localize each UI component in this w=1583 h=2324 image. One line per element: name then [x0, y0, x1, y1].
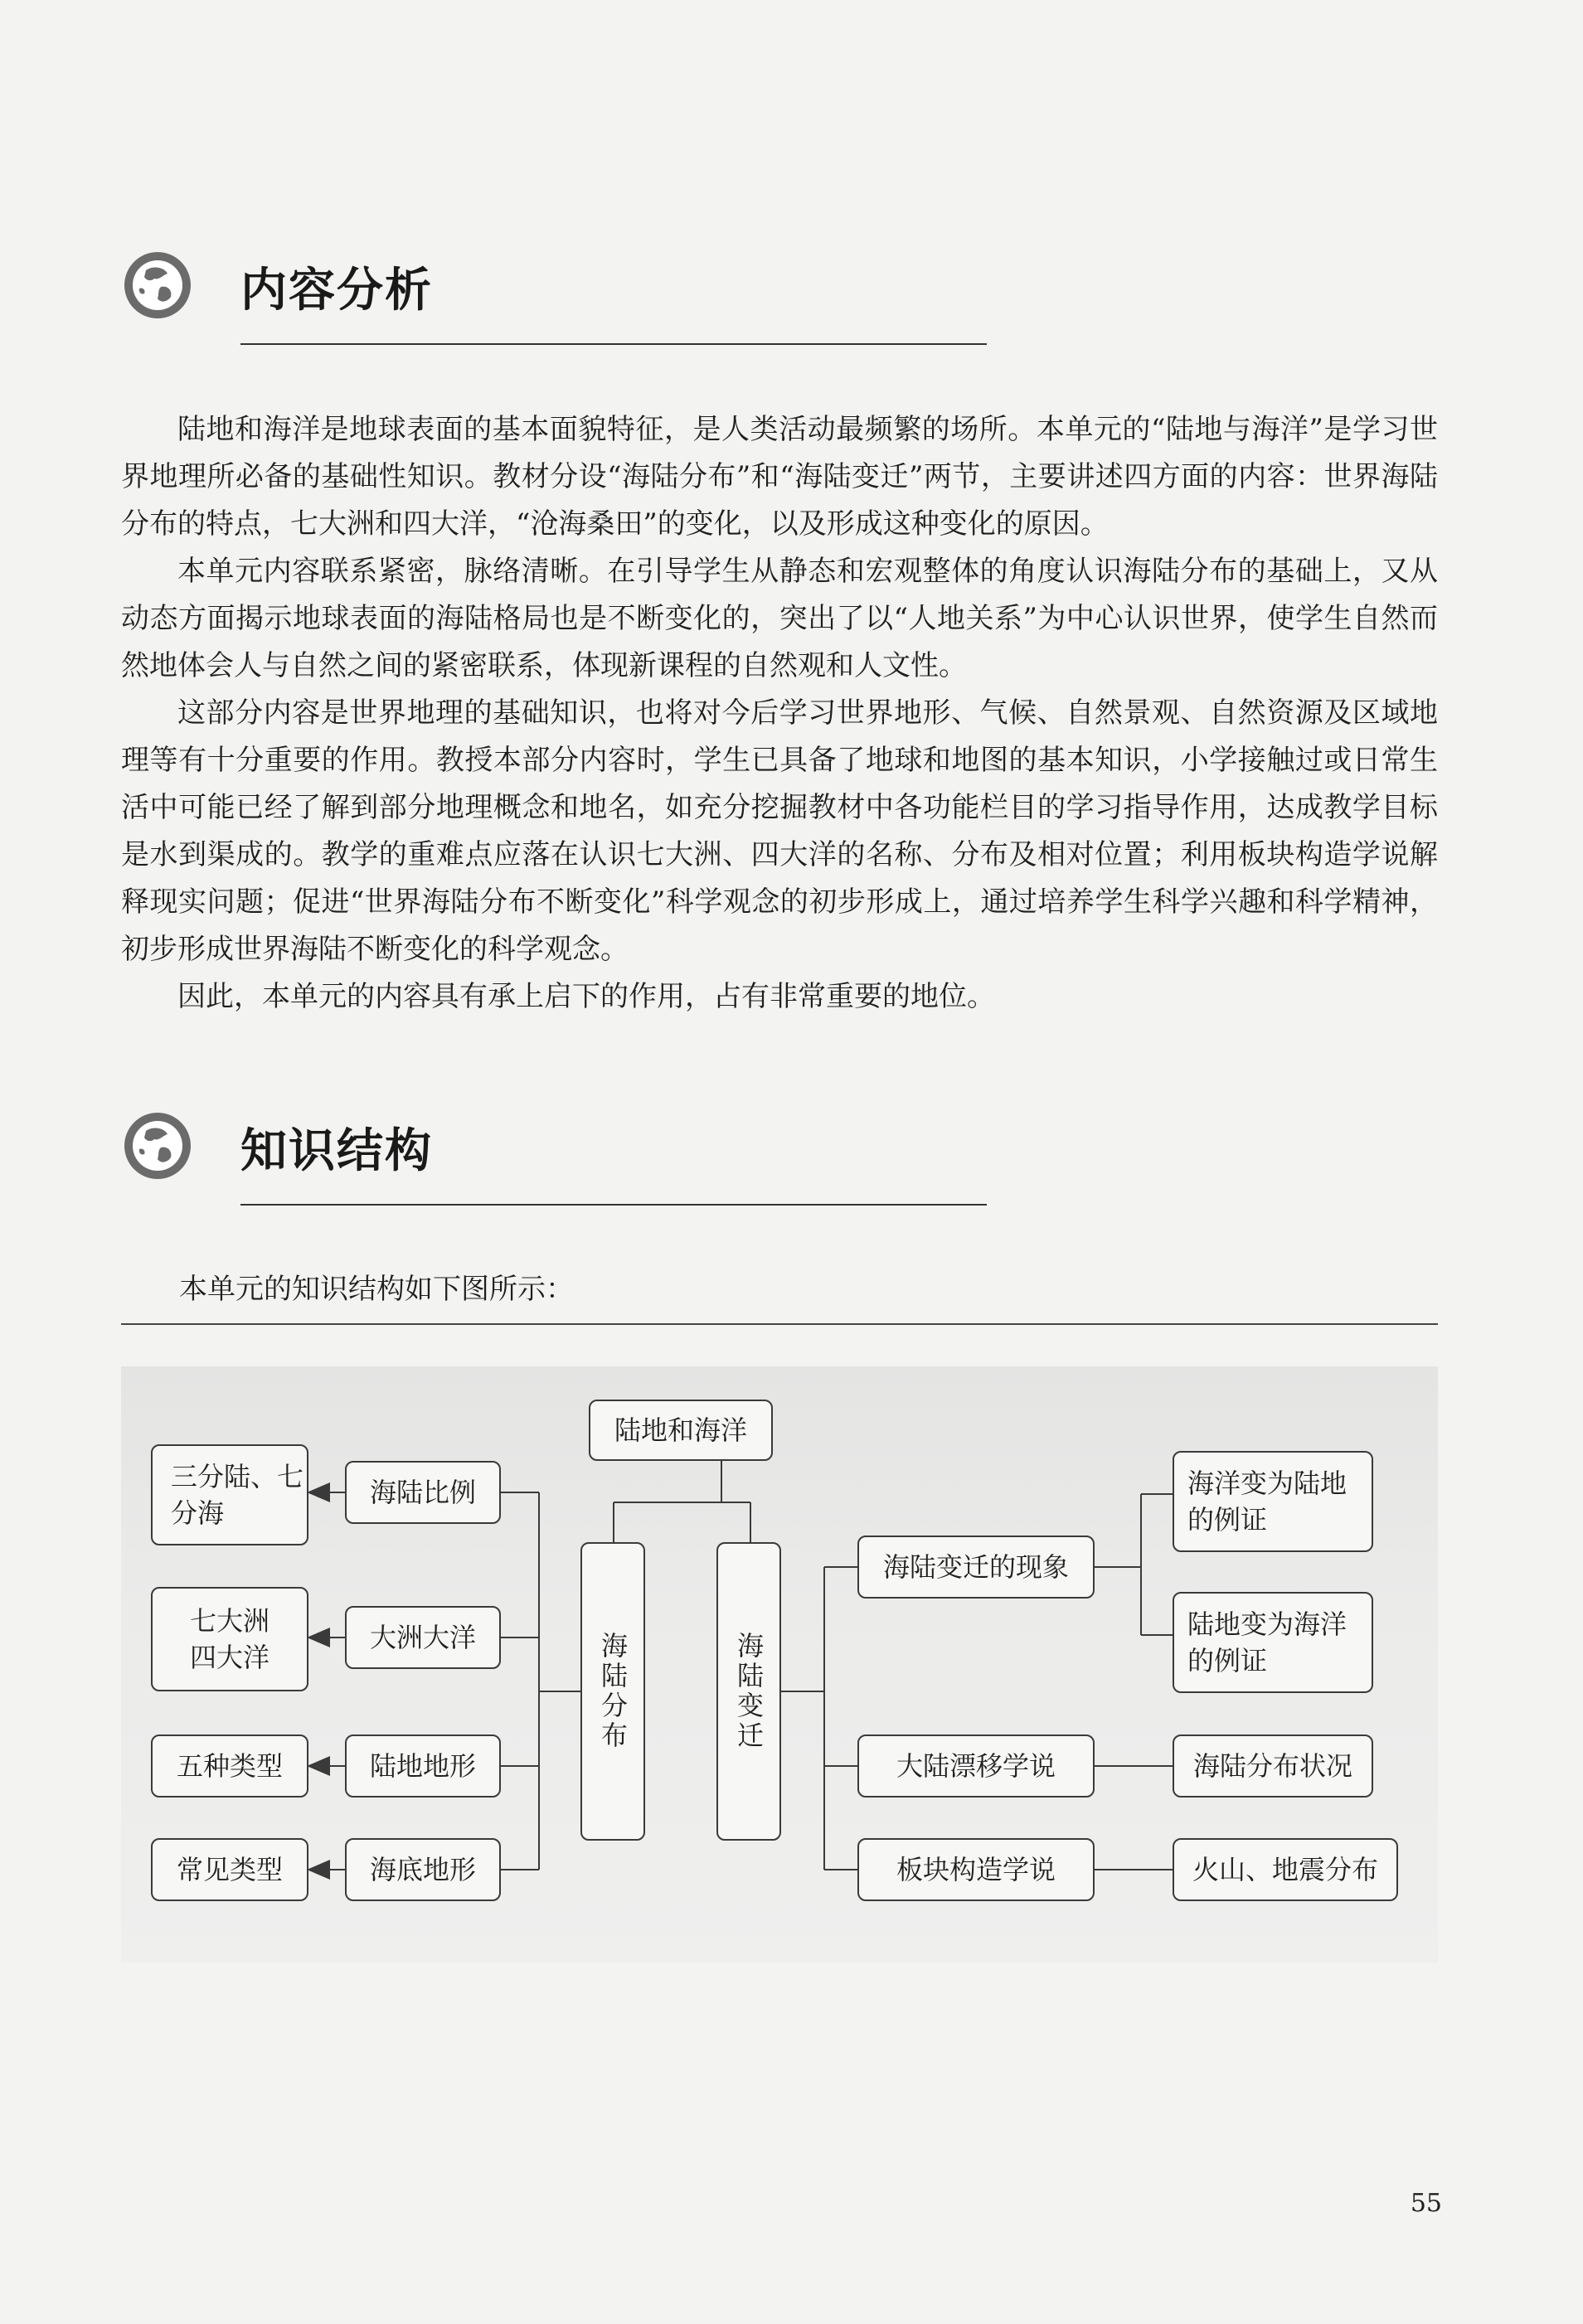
drift-theory-box: 大陆漂移学说: [857, 1735, 1095, 1798]
detail-box: 三分陆、七分海: [151, 1444, 308, 1545]
paragraph: 陆地和海洋是地球表面的基本面貌特征，是人类活动最频繁的场所。本单元的“陆地与海洋”是学习世界地理所必备的基础性知识。教材分设“海陆分布”和“海陆变迁”两节，主要讲述四方面的内容：世界海陆分布的特点，七大洲和四大洋，“沧海桑田”的变化，以及形成这种变化的原因。: [121, 413, 1438, 541]
globe-icon: [121, 249, 194, 322]
topic-box: 陆地地形: [345, 1735, 501, 1798]
section-divider: [240, 1204, 987, 1206]
content-analysis-body: [121, 406, 1438, 1021]
example-box: 海洋变为陆地的例证: [1173, 1451, 1373, 1552]
page-number: 55: [1410, 2189, 1442, 2218]
detail-box: 七大洲四大洋: [151, 1587, 308, 1691]
branch-land-sea-distribution: 海陆分布: [580, 1542, 645, 1841]
section-divider: [240, 343, 987, 345]
topic-box: 大洲大洋: [345, 1606, 501, 1669]
detail-box: 常见类型: [151, 1838, 308, 1901]
topic-box: 海底地形: [345, 1838, 501, 1901]
drift-result-box: 海陆分布状况: [1173, 1735, 1373, 1798]
plate-result-box: 火山、地震分布: [1173, 1838, 1398, 1901]
section-title-content-analysis: 内容分析: [240, 264, 433, 318]
globe-icon: [121, 1109, 194, 1182]
section-title-knowledge-structure: 知识结构: [240, 1124, 433, 1178]
branch-land-sea-change: 海陆变迁: [716, 1542, 781, 1841]
phenomenon-box: 海陆变迁的现象: [857, 1536, 1095, 1599]
detail-box: 五种类型: [151, 1735, 308, 1798]
diagram-intro: 本单元的知识结构如下图所示：: [179, 1273, 574, 1306]
paragraph: 本单元内容联系紧密，脉络清晰。在引导学生从静态和宏观整体的角度认识海陆分布的基础上，又从动态方面揭示地球表面的海陆格局也是不断变化的，突出了以“人地关系”为中心认识世界，使学生自然而然地体会人与自然之间的紧密联系，体现新课程的自然观和人文性。: [121, 555, 1438, 682]
intro-divider: [121, 1323, 1438, 1325]
topic-box: 海陆比例: [345, 1461, 501, 1524]
diagram-root-box: 陆地和海洋: [589, 1400, 773, 1461]
paragraph: 因此，本单元的内容具有承上启下的作用，占有非常重要的地位。: [177, 980, 995, 1013]
paragraph: 这部分内容是世界地理的基础知识，也将对今后学习世界地形、气候、自然景观、自然资源及区域地理等有十分重要的作用。教授本部分内容时，学生已具备了地球和地图的基本知识，小学接触过或日常生活中可能已经了解到部分地理概念和地名，如充分挖掘教材中各功能栏目的学习指导作用，达成教学目标是水到渠成的。教学的重难点应落在认识七大洲、四大洋的名称、分布及相对位置；利用板块构造学说解释现实问题；促进“世界海陆分布不断变化”科学观念的初步形成上，通过培养学生科学兴趣和科学精神，初步形成世界海陆不断变化的科学观念。: [121, 696, 1438, 966]
plate-theory-box: 板块构造学说: [857, 1838, 1095, 1901]
example-box: 陆地变为海洋的例证: [1173, 1592, 1373, 1693]
